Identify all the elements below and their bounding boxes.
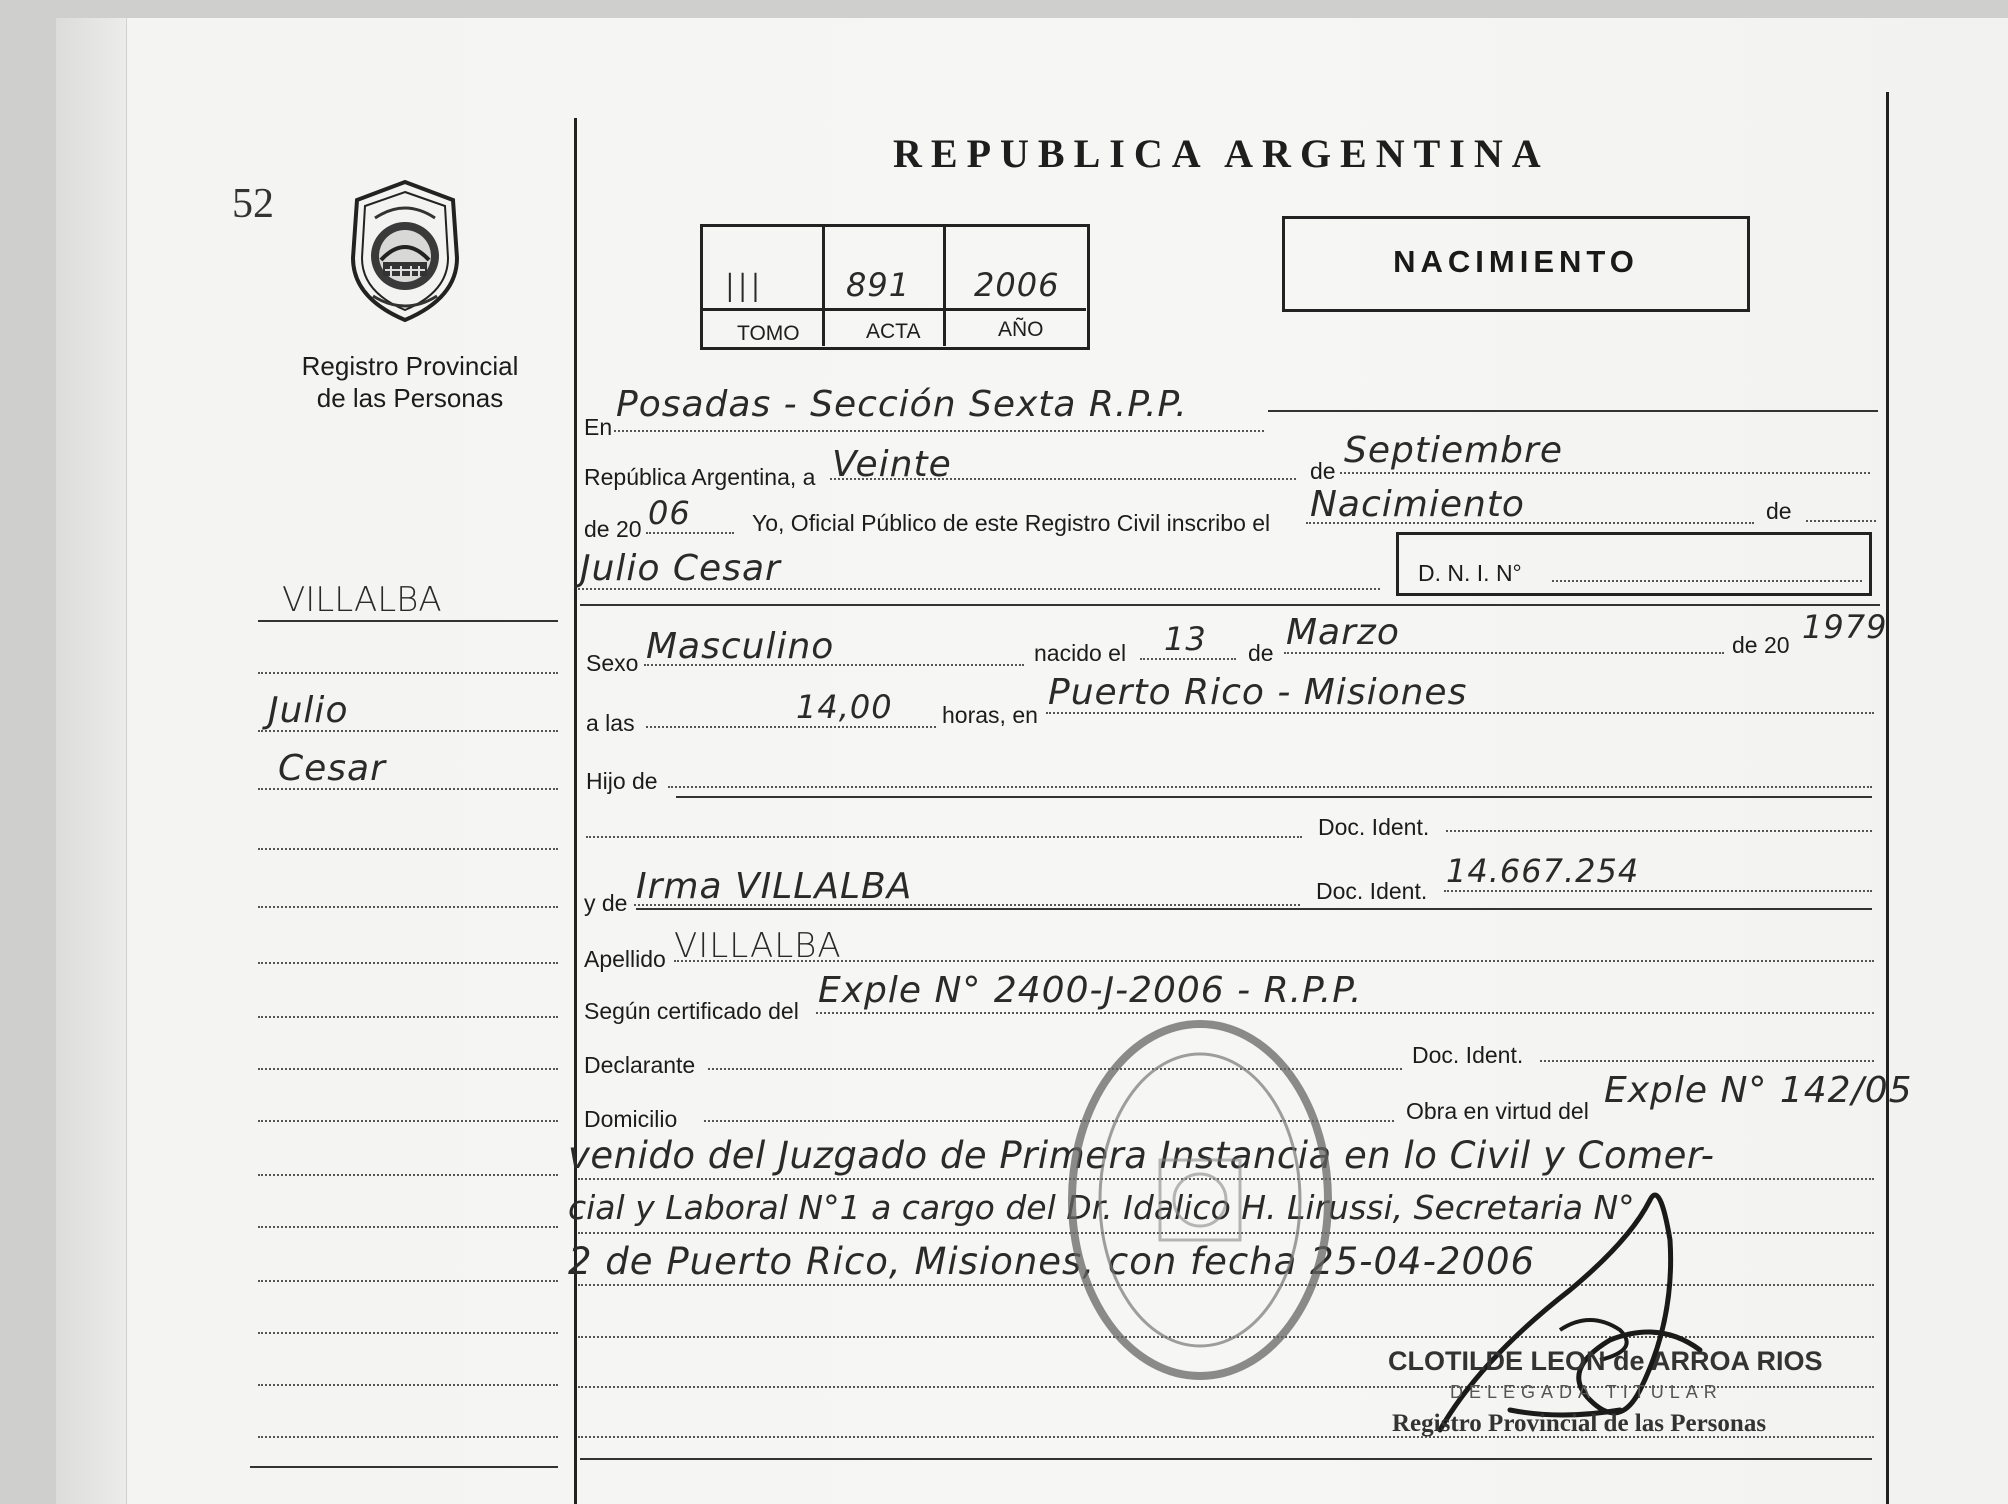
certificado-line <box>816 1012 1874 1014</box>
en-label: En <box>584 414 613 440</box>
apellido-value: VILLALBA <box>674 926 842 966</box>
sidebar-line <box>258 1384 558 1386</box>
declarante-doc-line <box>1540 1060 1874 1062</box>
oficial-text: Yo, Oficial Público de este Registro Civil inscribo el <box>752 510 1271 536</box>
document-type: NACIMIENTO <box>1393 244 1639 279</box>
hora-value: 14,00 <box>796 688 893 726</box>
nota-line-3: 2 de Puerto Rico, Misiones, con fecha 25-04-2006 <box>568 1240 1536 1283</box>
sidebar-line <box>258 962 558 964</box>
sidebar-bottom-line <box>250 1466 558 1468</box>
de-label: de <box>1310 458 1336 484</box>
acta-value: 891 <box>846 266 911 304</box>
apellido-line <box>674 960 1874 962</box>
sidebar-line <box>258 1174 558 1176</box>
sexo-value: Masculino <box>646 626 835 667</box>
madre-doc-line <box>1444 890 1872 892</box>
apellido-label: Apellido <box>584 946 666 972</box>
dia-value: Veinte <box>832 444 952 485</box>
misiones-seal-icon <box>345 178 465 324</box>
sidebar-line <box>258 1280 558 1282</box>
record-box-divider <box>822 226 825 346</box>
padre-doc-line <box>1446 830 1872 832</box>
sexo-line <box>644 664 1024 666</box>
nacido-dia-line <box>1140 658 1236 660</box>
sidebar-surname-line <box>258 620 558 622</box>
en-value: Posadas - Sección Sexta R.P.P. <box>616 384 1188 425</box>
madre-rule <box>636 908 1872 910</box>
lugar-value: Puerto Rico - Misiones <box>1048 672 1468 713</box>
madre-value: Irma VILLALBA <box>636 866 913 907</box>
certificado-label: Según certificado del <box>584 998 799 1024</box>
sidebar-name1: Julio <box>268 690 349 731</box>
sidebar-line <box>258 1226 558 1228</box>
nombre-value: Julio Cesar <box>580 548 781 589</box>
madre-line <box>634 904 1300 906</box>
registry-name-line1: Registro Provincial <box>301 351 519 381</box>
sidebar-name2: Cesar <box>278 748 386 789</box>
nota-line-1: venido del Juzgado de Primera Instancia en lo Civil y Comer- <box>568 1134 1715 1177</box>
en-line <box>614 430 1264 432</box>
anio-line <box>646 532 734 534</box>
padre-doc-pre-line <box>586 836 1302 838</box>
mes-value: Septiembre <box>1344 430 1563 471</box>
right-border <box>1886 92 1889 1504</box>
nacido-anio: 1979 <box>1802 608 1888 646</box>
sidebar-line <box>258 1120 558 1122</box>
signature-name: CLOTILDE LEON de ARROA RIOS <box>1388 1346 1823 1376</box>
lugar-line <box>1046 712 1874 714</box>
de-line-2 <box>1806 520 1876 522</box>
hijo-label: Hijo de <box>586 768 658 794</box>
column-divider <box>574 118 577 1504</box>
de20-label: de 20 <box>1732 632 1790 658</box>
hijo-line-2 <box>676 796 1872 798</box>
de-label-3: de <box>1248 640 1274 666</box>
sheet-binding-edge <box>56 18 127 1504</box>
declarante-doc-label: Doc. Ident. <box>1412 1042 1524 1068</box>
anio-inscripcion-value: 06 <box>648 494 691 532</box>
sidebar-line <box>258 1016 558 1018</box>
registry-name <box>290 350 530 414</box>
dia-line <box>830 478 1296 480</box>
tomo-label: TOMO <box>737 322 800 345</box>
page-number: 52 <box>232 181 274 227</box>
nacido-dia: 13 <box>1164 620 1207 658</box>
horas-label: horas, en <box>942 702 1038 728</box>
inscribo-line <box>1306 522 1754 524</box>
nacido-mes: Marzo <box>1286 612 1400 653</box>
inscribo-value: Nacimiento <box>1310 484 1525 525</box>
yde-label: y de <box>584 890 628 916</box>
registry-name-line2: de las Personas <box>316 383 504 413</box>
nombre-line <box>578 588 1380 590</box>
signature-title: DELEGADA TITULAR <box>1450 1382 1723 1402</box>
anio-value: 2006 <box>974 266 1060 304</box>
dni-line <box>1552 580 1862 582</box>
tomo-value: III <box>724 266 763 312</box>
nacido-mes-line <box>1284 652 1724 654</box>
section-rule <box>580 604 1880 606</box>
official-stamp-icon <box>1060 1010 1340 1390</box>
obra-label: Obra en virtud del <box>1406 1098 1589 1124</box>
en-line-end <box>1268 410 1878 412</box>
republica-label: República Argentina, a <box>584 464 816 490</box>
anio-prefix: de 20 <box>584 516 642 542</box>
obra-value: Exple N° 142/05 <box>1604 1070 1913 1111</box>
acta-label: ACTA <box>866 320 921 343</box>
record-box-divider <box>943 226 946 346</box>
padre-doc-label: Doc. Ident. <box>1318 814 1430 840</box>
madre-doc-label: Doc. Ident. <box>1316 878 1428 904</box>
madre-doc-value: 14.667.254 <box>1446 852 1640 890</box>
sidebar-line <box>258 788 558 790</box>
sidebar-line <box>258 730 558 732</box>
de-label-2: de <box>1766 498 1792 524</box>
mes-line <box>1340 472 1870 474</box>
declarante-label: Declarante <box>584 1052 696 1078</box>
sidebar-line <box>258 848 558 850</box>
sidebar-line <box>258 906 558 908</box>
sidebar-line <box>258 1332 558 1334</box>
sidebar-line <box>258 1068 558 1070</box>
sidebar-surname: VILLALBA <box>282 580 442 620</box>
hora-line <box>646 726 936 728</box>
sexo-label: Sexo <box>586 650 639 676</box>
domicilio-label: Domicilio <box>584 1106 678 1132</box>
nacido-label: nacido el <box>1034 640 1127 666</box>
signature-registry: Registro Provincial de las Personas <box>1392 1410 1767 1437</box>
dni-label: D. N. I. N° <box>1418 560 1522 586</box>
nota-line-2: cial y Laboral N°1 a cargo del Dr. Idalico H. Lirussi, Secretaria N° <box>568 1188 1635 1227</box>
alas-label: a las <box>586 710 635 736</box>
certificado-value: Exple N° 2400-J-2006 - R.P.P. <box>818 970 1363 1011</box>
sidebar-line <box>258 672 558 674</box>
country-title: REPUBLICA ARGENTINA <box>893 131 1550 176</box>
hijo-line <box>668 786 1872 788</box>
anio-label: AÑO <box>998 318 1044 341</box>
sidebar-line <box>258 1436 558 1438</box>
